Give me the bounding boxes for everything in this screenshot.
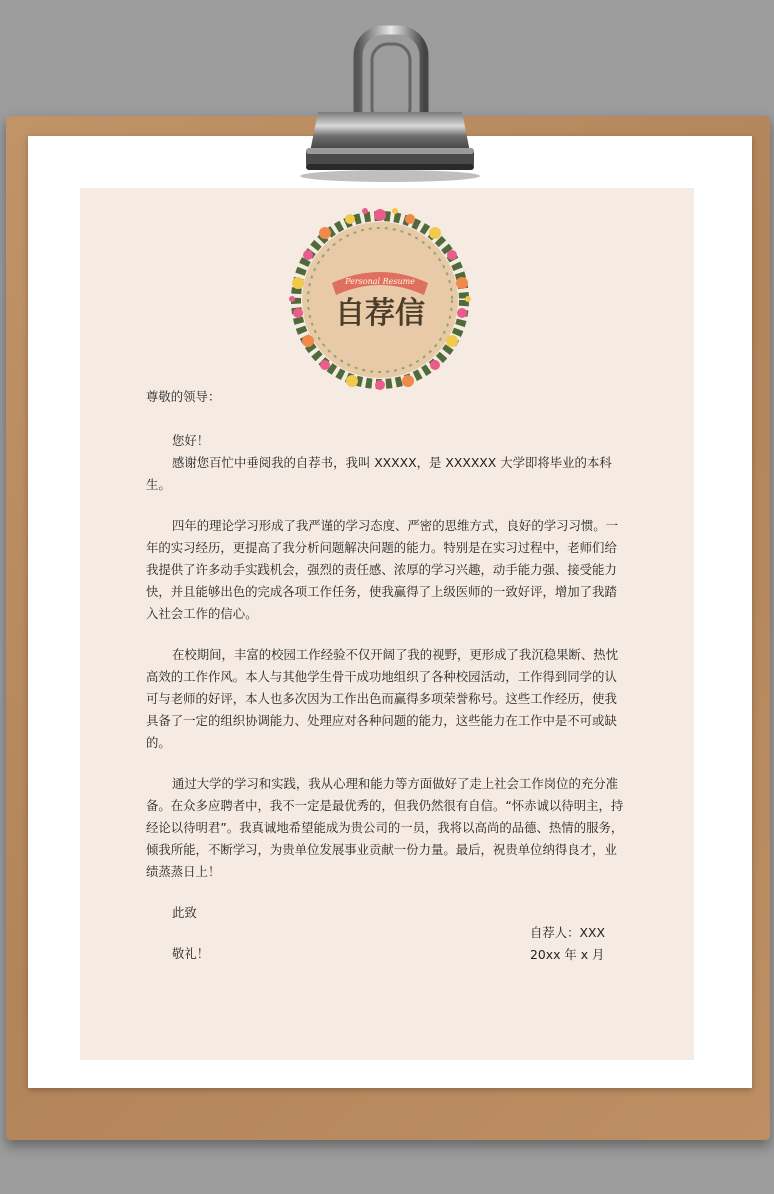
salutation: 尊敬的领导： [146,389,221,404]
closing-ci-zhi: 此致 [172,905,197,920]
emblem-title: 自荐信 [335,296,425,331]
greeting: 您好！ [172,433,210,448]
letter-body [146,386,626,965]
signature-block [530,922,605,966]
letter-date: 20xx 年 x 月 [530,947,605,962]
paragraph-study: 四年的理论学习形成了我严谨的学习态度、严密的思维方式，良好的学习习惯。一年的实习经历，更提高了我分析问题解决问题的能力。特别是在实习过程中，老师们给我提供了许多动手实践机会，强烈的责任感、浓厚的学习兴趣，动手能力强、接受能力快，并且能够出色的完成各项工作任务，使我赢得了上级医师的一致好评，增加了我踏入社会工作的信心。 [146,518,619,621]
intro-paragraph: 感谢您百忙中垂阅我的自荐书，我叫 XXXXX，是 XXXXXX 大学即将毕业的本科生。 [146,455,612,492]
ribbon-text: Personal Resume [345,277,415,286]
floral-wreath-emblem [280,205,480,395]
signature: 自荐人：XXX [530,925,606,940]
paragraph-campus: 在校期间，丰富的校园工作经验不仅开阔了我的视野，更形成了我沉稳果断、热忱高效的工作作风。本人与其他学生骨干成功地组织了各种校园活动，工作得到同学的认可与老师的好评，本人也多次因为工作出色而赢得多项荣誉称号。这些工作经历，使我具备了一定的组织协调能力、处理应对各种问题的能力，这些能力在工作中是不可或缺的。 [146,647,619,750]
closing-jing-li: 敬礼！ [172,946,210,961]
paragraph-closing: 通过大学的学习和实践，我从心理和能力等方面做好了走上社会工作岗位的充分准备。在众多应聘者中，我不一定是最优秀的，但我仍然很有自信。“怀赤诚以待明主，持经论以待明君”。我真诚地希望能成为贵公司的一员，我将以高尚的品德、热情的服务，倾我所能，不断学习，为贵单位发展事业贡献一份力量。最后，祝贵单位纳得良才，业绩蒸蒸日上！ [146,776,624,879]
binder-clip-icon [0,0,774,190]
